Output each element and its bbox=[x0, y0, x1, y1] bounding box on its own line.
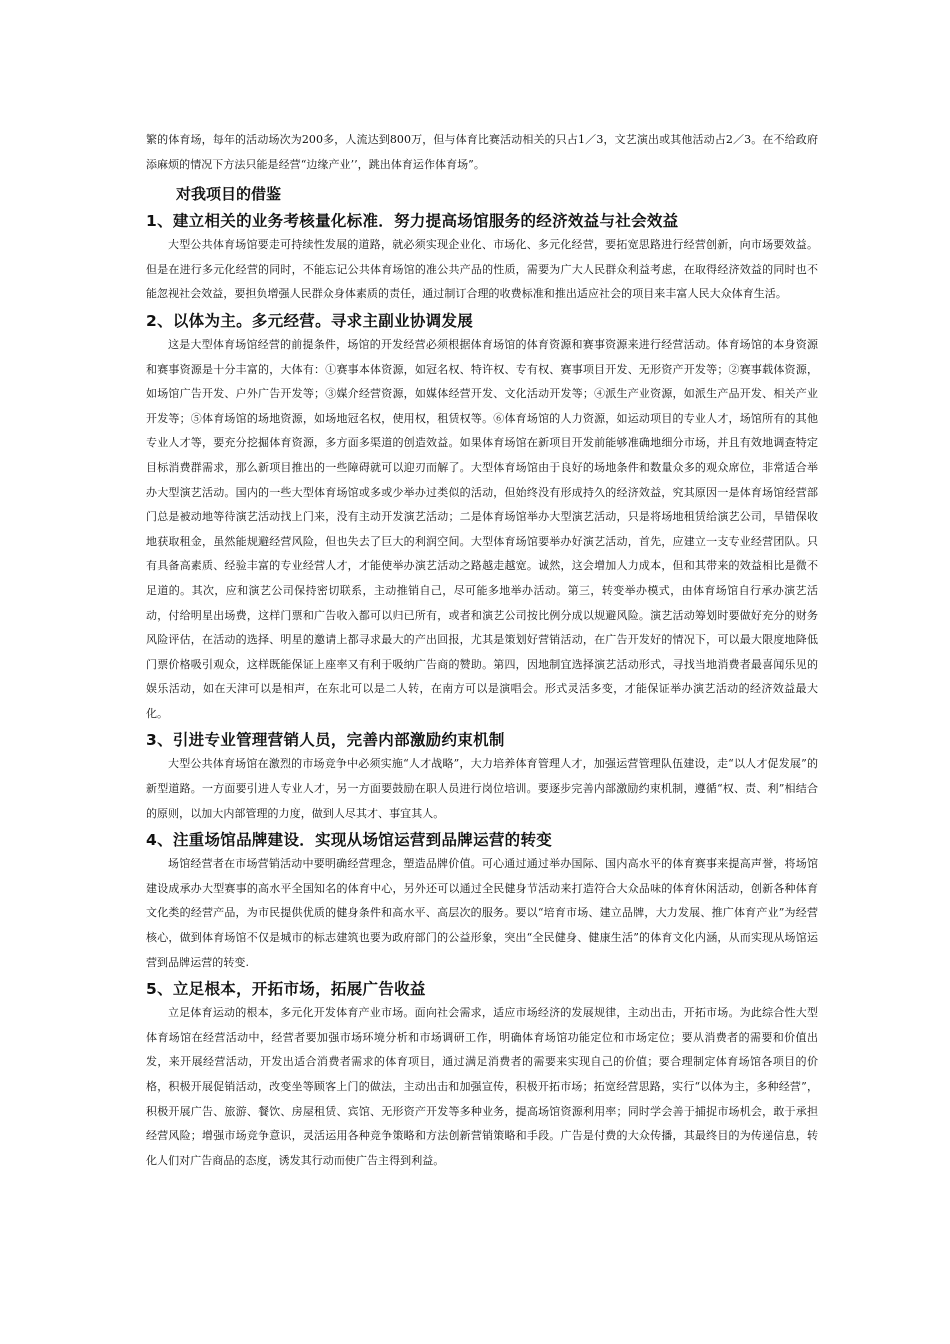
section-1-heading: 1、建立相关的业务考核量化标准．努力提高场馆服务的经济效益与社会效益 bbox=[146, 212, 679, 231]
section-1-body: 大型公共体育场馆要走可持续性发展的道路，就必须实现企业化、市场化、多元化经营，要拓宽思路进行经营创新，向市场要效益。但是在进行多元化经营的同时，不能忘记公共体育场馆的准公共产品的性质，需要为广大人民群众利益考虑，在取得经济效益的同时也不能忽视社会效益，要担负增强人民群众身体素质的责任，通过制订合理的收费标准和推出适应社会的项目来丰富人民大众体育生活。 bbox=[146, 238, 818, 301]
document-page bbox=[146, 128, 818, 1173]
section-5-body: 立足体育运动的根本，多元化开发体育产业市场。面向社会需求，适应市场经济的发展规律，主动出击，开拓市场。为此综合性大型体育场馆在经营活动中，经营者要加强市场环境分析和市场调研工作，明确体育场馆功能定位和市场定位；要从消费者的需要和价值出发，来开展经营活动，开发出适合消费者需求的体育项目，通过满足消费者的需要来实现自己的价值；要合理制定体育场馆各项目的价格，积极开展促销活动，改变坐等顾客上门的做法，主动出击和加强宣传，积极开拓市场；拓宽经营思路，实行“以体为主，多种经营”，积极开展广告、旅游、餐饮、房屋租赁、宾馆、无形资产开发等多种业务，提高场馆资源利用率；同时学会善于捕捉市场机会，敢于承担经营风险；增强市场竞争意识，灵活运用各种竞争策略和方法创新营销策略和手段。广告是付费的大众传播，其最终目的为传递信息，转化人们对广告商品的态度，诱发其行动而使广告主得到利益。 bbox=[146, 1006, 818, 1167]
section-subtitle: 对我项目的借鉴 bbox=[176, 185, 282, 204]
section-4-body: 场馆经营者在市场营销活动中要明确经营理念，塑造品牌价值。可心通过通过举办国际、国内高水平的体育赛事来提高声誉，将场馆建设成承办大型赛事的高水平全国知名的体育中心，另外还可以通过全民健身节活动来打造符合大众品味的体育休闲活动，创新各种体育文化类的经营产品，为市民提供优质的健身条件和高水平、高层次的服务。要以“培育市场、建立品牌，大力发展、推广体育产业”为经营核心，做到体育场馆不仅是城市的标志建筑也要为政府部门的公益形象，突出“全民健身、健康生活”的体育文化内涵，从而实现从场馆运营到品牌运营的转变. bbox=[146, 857, 818, 969]
intro-paragraph: 繁的体育场，每年的活动场次为200多，人流达到800万，但与体育比赛活动相关的只占1／3，文艺演出或其他活动占2／3。在不给政府添麻烦的情况下方法只能是经营“边缘产业’’，跳出体育运作体育场”。 bbox=[146, 133, 818, 171]
section-2-body: 这是大型体育场馆经营的前提条件，场馆的开发经营必须根据体育场馆的体育资源和赛事资源来进行经营活动。体育场馆的本身资源和赛事资源是十分丰富的，大体有：①赛事本体资源，如冠名权、特许权、专有权、赛事项目开发、无形资产开发等；②赛事载体资源，如场馆广告开发、户外广告开发等；③媒介经营资源，如媒体经营开发、文化活动开发等；④派生产业资源，如派生产品开发、相关产业开发等；⑤体育场馆的场地资源，如场地冠名权，使用权，租赁权等。⑥体育场馆的人力资源，如运动项目的专业人才，场馆所有的其他专业人才等，要充分挖掘体育资源，多方面多渠道的创造效益。如果体育场馆在新项目开发前能够准确地细分市场，并且有效地调查特定目标消费群需求，那么新项目推出的一些障碍就可以迎刃而解了。大型体育场馆由于良好的场地条件和数量众多的观众席位，非常适合举办大型演艺活动。国内的一些大型体育场馆或多或少举办过类似的活动，但始终没有形成持久的经济效益，究其原因一是体育场馆经营部门总是被动地等待演艺活动找上门来，没有主动开发演艺活动；二是体育场馆举办大型演艺活动，只是将场地租赁给演艺公司，旱错保收地获取租金，虽然能规避经营风险，但也失去了巨大的利润空间。大型体育场馆要举办好演艺活动，首先，应建立一支专业经营团队。只有具备高素质、经验丰富的专业经营人才，才能使举办演艺活动之路越走越宽。诚然，这会增加人力成本，但和其带来的效益相比是微不足道的。其次，应和演艺公司保持密切联系，主动推销自己，尽可能多地举办活动。第三，转变举办模式，由体育场馆自行承办演艺活动，付给明星出场费，这样门票和广告收入都可以归已所有，或者和演艺公司按比例分成以规避风险。演艺活动筹划时要做好充分的财务风险评估，在活动的选择、明星的邀请上都寻求最大的产出回报，尤其是策划好营销活动，在广告开发好的情况下，可以最大限度地降低门票价格吸引观众，这样既能保证上座率又有利于吸纳广告商的赞助。第四，因地制宜选择演艺活动形式，寻找当地消费者最喜闻乐见的娱乐活动，如在天津可以是相声，在东北可以是二人转，在南方可以是演唱会。形式灵活多变，才能保证举办演艺活动的经济效益最大化。 bbox=[146, 337, 818, 720]
section-5-heading: 5、立足根本，开拓市场，拓展广告收益 bbox=[146, 980, 426, 999]
section-3-body: 大型公共体育场馆在激烈的市场竞争中必须实施“人才战略”，大力培养体育管理人才，加强运营管理队伍建设，走“以人才促发展”的新型道路。一方面要引进人专业人才，另一方面要鼓励在职人员进行岗位培训。要逐步完善内部激励约束机制，遵循“权、责、利”相结合的原则，以加大内部管理的力度，做到人尽其才、事宜其人。 bbox=[146, 757, 818, 820]
section-4-heading: 4、注重场馆品牌建设．实现从场馆运营到品牌运营的转变 bbox=[146, 831, 553, 850]
section-3-heading: 3、引进专业管理营销人员，完善内部激励约束机制 bbox=[146, 731, 505, 750]
section-2-heading: 2、以体为主。多元经营。寻求主副业协调发展 bbox=[146, 311, 474, 330]
